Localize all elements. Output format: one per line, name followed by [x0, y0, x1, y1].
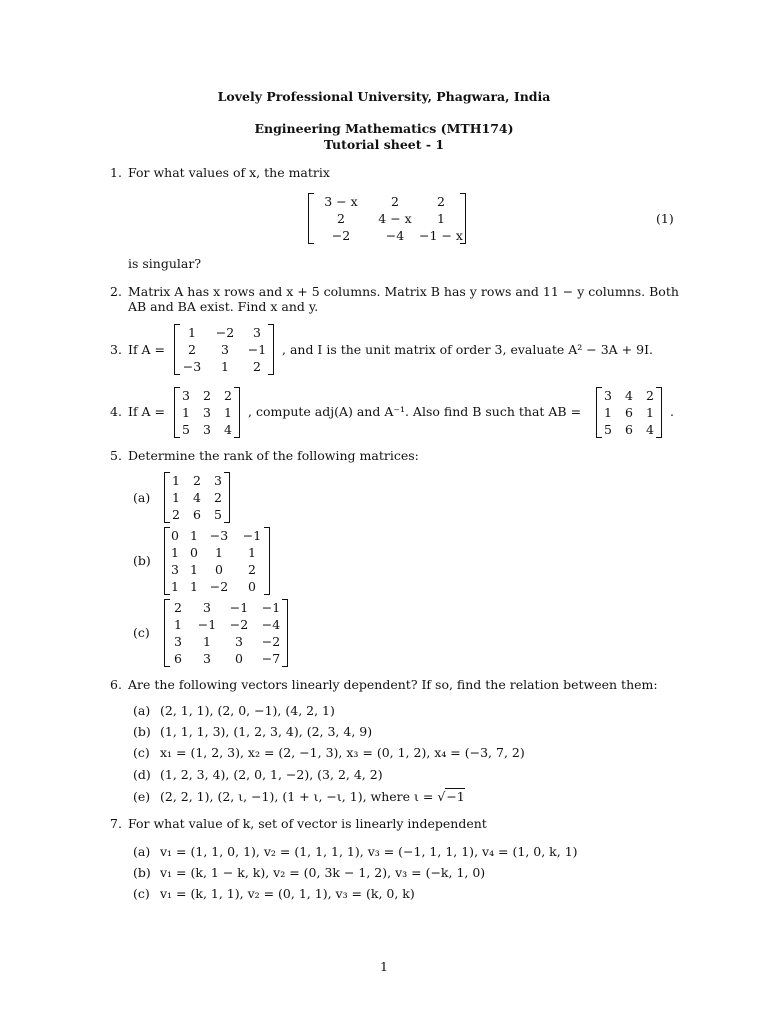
q6a-label: (a) [133, 703, 151, 718]
q5c-matrix [164, 599, 288, 667]
q1-cell: 2 [337, 211, 345, 226]
q6-text: Are the following vectors linearly dependent? If so, find the relation between them: [128, 677, 658, 692]
q6e-text [160, 789, 465, 805]
q5b-cell: 1 [248, 545, 256, 560]
q5c-cell: 3 [235, 634, 243, 649]
q3-cell: −1 [247, 342, 267, 357]
q4-matrix-ab [596, 387, 662, 438]
q5-number: 5. [110, 448, 122, 463]
q3-cell: 1 [188, 325, 196, 340]
q5b-cell: −1 [242, 528, 262, 543]
q3-lead: If A = [128, 342, 166, 357]
q6c-text: x₁ = (1, 2, 3), x₂ = (2, −1, 3), x₃ = (0, 1, 2), x₄ = (−3, 7, 2) [160, 745, 525, 760]
q5b-cell: 1 [215, 545, 223, 560]
q5b-cell: 3 [171, 562, 179, 577]
q6e-radicand: −1 [446, 789, 465, 804]
q1-cell: −2 [331, 228, 351, 243]
q1-cell: 2 [391, 194, 399, 209]
q5c-cell: −1 [229, 600, 249, 615]
university-title: Lovely Professional University, Phagwara, India [217, 89, 551, 104]
q3-cell: 2 [253, 359, 261, 374]
q3-cell: 2 [188, 342, 196, 357]
q5-text: Determine the rank of the following matrices: [128, 448, 419, 463]
q5a-matrix [164, 472, 230, 523]
q7a-text: v₁ = (1, 1, 0, 1), v₂ = (1, 1, 1, 1), v₃ = (−1, 1, 1, 1), v₄ = (1, 0, k, 1) [160, 844, 578, 859]
q1-cell: −4 [385, 228, 405, 243]
q5b-cell: 1 [171, 579, 179, 594]
q5c-cell: −2 [229, 617, 249, 632]
sheet-title: Tutorial sheet - 1 [323, 137, 445, 152]
course-title: Engineering Mathematics (MTH174) [254, 121, 514, 136]
q7-number: 7. [110, 816, 122, 831]
q5a-cell: 2 [193, 473, 201, 488]
q5a-cell: 2 [172, 507, 180, 522]
q3-number: 3. [110, 342, 122, 357]
q1-text: For what values of x, the matrix [128, 165, 330, 180]
q1-cell: 2 [437, 194, 445, 209]
q6e-text-main: (2, 2, 1), (2, ι, −1), (1 + ι, −ι, 1), where ι = [160, 789, 434, 804]
q6-number: 6. [110, 677, 122, 692]
q5c-cell: −1 [197, 617, 217, 632]
q5a-cell: 4 [193, 490, 201, 505]
q4a-cell: 3 [182, 388, 190, 403]
q4b-cell: 6 [625, 422, 633, 437]
q5c-cell: 1 [174, 617, 182, 632]
q3-cell: −2 [215, 325, 235, 340]
q5a-label: (a) [133, 490, 151, 505]
q4b-cell: 4 [646, 422, 654, 437]
q4a-cell: 2 [224, 388, 232, 403]
q5b-cell: 0 [190, 545, 198, 560]
q5c-cell: 3 [203, 600, 211, 615]
q5b-cell: 2 [248, 562, 256, 577]
q1-cell: 3 − x [324, 194, 358, 209]
q5c-cell: 2 [174, 600, 182, 615]
q4a-cell: 3 [203, 405, 211, 420]
q7-text: For what value of k, set of vector is linearly independent [128, 816, 487, 831]
q4b-cell: 1 [646, 405, 654, 420]
q6e-label: (e) [133, 789, 151, 804]
q5a-cell: 1 [172, 490, 180, 505]
q5b-cell: 1 [171, 545, 179, 560]
q6a-text: (2, 1, 1), (2, 0, −1), (4, 2, 1) [160, 703, 335, 718]
q7c-text: v₁ = (k, 1, 1), v₂ = (0, 1, 1), v₃ = (k, 0, k) [160, 886, 415, 901]
q5a-cell: 3 [214, 473, 222, 488]
q4b-cell: 3 [604, 388, 612, 403]
q5c-cell: 0 [235, 651, 243, 666]
q4-text: , compute adj(A) and A⁻¹. Also find B such that AB = [248, 404, 582, 419]
q3-text: , and I is the unit matrix of order 3, evaluate A² − 3A + 9I. [282, 342, 653, 357]
q6b-text: (1, 1, 1, 3), (1, 2, 3, 4), (2, 3, 4, 9) [160, 724, 373, 739]
q4b-cell: 4 [625, 388, 633, 403]
q5b-cell: −2 [209, 579, 229, 594]
q4b-cell: 6 [625, 405, 633, 420]
q7b-text: v₁ = (k, 1 − k, k), v₂ = (0, 3k − 1, 2), v₃ = (−k, 1, 0) [160, 865, 486, 880]
q4a-cell: 2 [203, 388, 211, 403]
q5b-cell: −3 [209, 528, 229, 543]
q5b-cell: 0 [171, 528, 179, 543]
q4b-cell: 5 [604, 422, 612, 437]
q5b-label: (b) [133, 553, 151, 568]
q1-equation-label: (1) [656, 211, 674, 226]
q5c-cell: −2 [261, 634, 281, 649]
q5b-cell: 1 [190, 562, 198, 577]
q5c-cell: 3 [203, 651, 211, 666]
q4b-cell: 1 [604, 405, 612, 420]
q5a-cell: 2 [214, 490, 222, 505]
q1-number: 1. [110, 165, 122, 180]
q3-cell: −3 [182, 359, 202, 374]
q5c-cell: 1 [203, 634, 211, 649]
q7b-label: (b) [133, 865, 151, 880]
q4-matrix-a [174, 387, 240, 438]
q5c-cell: −1 [261, 600, 281, 615]
q4-number: 4. [110, 404, 122, 419]
q5b-cell: 1 [190, 579, 198, 594]
q4b-cell: 2 [646, 388, 654, 403]
q7c-label: (c) [133, 886, 150, 901]
q6b-label: (b) [133, 724, 151, 739]
q3-cell: 3 [253, 325, 261, 340]
q1-matrix [308, 193, 466, 244]
q7a-label: (a) [133, 844, 151, 859]
q6d-text: (1, 2, 3, 4), (2, 0, 1, −2), (3, 2, 4, 2) [160, 767, 383, 782]
q1-cell: 1 [437, 211, 445, 226]
q4a-cell: 1 [224, 405, 232, 420]
radical-sign: √ [437, 789, 446, 804]
q2-line2: AB and BA exist. Find x and y. [128, 299, 319, 314]
q1-cell: 4 − x [378, 211, 412, 226]
q5c-cell: 6 [174, 651, 182, 666]
q5a-cell: 5 [214, 507, 222, 522]
q5c-cell: −4 [261, 617, 281, 632]
q3-cell: 1 [221, 359, 229, 374]
q4-end: . [670, 404, 674, 419]
q3-matrix [174, 324, 274, 375]
q4a-cell: 5 [182, 422, 190, 437]
q5a-cell: 6 [193, 507, 201, 522]
q4a-cell: 4 [224, 422, 232, 437]
q5a-cell: 1 [172, 473, 180, 488]
q4a-cell: 3 [203, 422, 211, 437]
q1-cell: −1 − x [419, 228, 463, 243]
q6d-label: (d) [133, 767, 151, 782]
q5b-cell: 1 [190, 528, 198, 543]
q4-lead: If A = [128, 404, 166, 419]
page-number: 1 [380, 959, 388, 974]
q6c-label: (c) [133, 745, 150, 760]
q3-cell: 3 [221, 342, 229, 357]
q5c-cell: −7 [261, 651, 281, 666]
q5b-cell: 0 [215, 562, 223, 577]
q2-line1: Matrix A has x rows and x + 5 columns. Matrix B has y rows and 11 − y columns. Both [128, 284, 679, 299]
q5c-label: (c) [133, 625, 150, 640]
q2-number: 2. [110, 284, 122, 299]
q5c-cell: 3 [174, 634, 182, 649]
q5b-matrix [164, 527, 270, 595]
q5b-cell: 0 [248, 579, 256, 594]
q1-tail: is singular? [128, 256, 202, 271]
q4a-cell: 1 [182, 405, 190, 420]
